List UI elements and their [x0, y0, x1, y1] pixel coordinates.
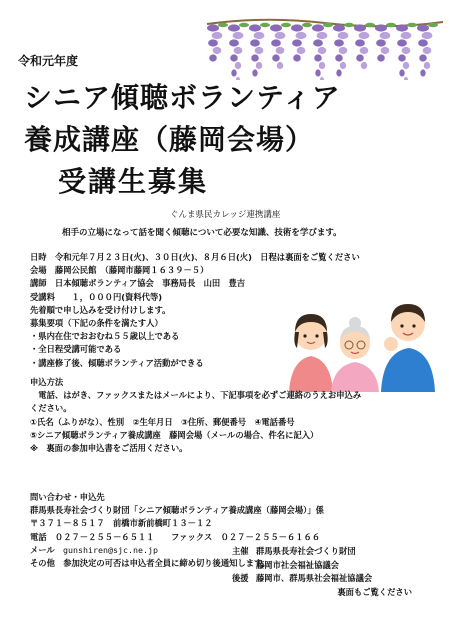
detail-line: 会場 藤岡公民館 （藤岡市藤岡１６３９－５）: [30, 265, 209, 276]
detail-line: 先着順で申し込みを受け付けします。: [30, 304, 171, 315]
detail-line: 募集要項（下記の条件を満たす人）: [30, 317, 163, 328]
contact-phone-fax: 電話 ０２７－２５５－６５１１ ファックス ０２７－２５５－６１６６: [30, 531, 321, 542]
wisteria-illustration: [205, 18, 445, 80]
application-line: ①氏名（ふりがな）、性別 ②生年月日 ③住所、郵便番号 ④電話番号: [30, 416, 295, 427]
detail-line: 日時 令和元年７月２３日(火)、３０日(火)、８月６日(火) 日程は裏面をご覧ください: [30, 252, 360, 262]
detail-line: 受講料 １，０００円(資料代等): [30, 291, 163, 302]
application-line: ください。: [30, 403, 72, 414]
application-line: ※ 裏面の参加申込書をご活用ください。: [30, 442, 188, 453]
support-label: 後援: [232, 573, 249, 583]
page-title-line1: シニア傾聴ボランティア: [24, 81, 341, 114]
email-address: gunshiren@sjc.ne.jp: [63, 544, 158, 555]
supporter: 藤岡市、群馬県社会福祉協議会: [256, 573, 373, 583]
application-heading: 申込方法: [30, 377, 64, 387]
organizer-1: 群馬県長寿社会づくり財団: [256, 546, 356, 556]
organizers-block: [232, 545, 412, 599]
detail-line: ・講座修了後、傾聴ボランティア活動ができる: [30, 357, 204, 368]
email-label: メール: [30, 544, 64, 555]
application-line: 電話、はがき、ファックスまたはメールにより、下記事項を必ずご連絡のうえお申込み: [30, 390, 362, 401]
organizer-label: 主催: [232, 546, 249, 556]
lead-text: 相手の立場になって話を聞く傾聴について必要な知識、技術を学びます。: [62, 228, 342, 238]
detail-line: 講師 日本傾聴ボランティア協会 事務局長 山田 豊吉: [30, 278, 246, 289]
contact-other: その他 参加決定の可否は申込者全員に締め切り後通知します。: [30, 557, 270, 568]
contact-org: 群馬県長寿社会づくり財団「シニア傾聴ボランティア養成講座（藤岡会場）」係: [30, 505, 324, 516]
application-block: [30, 376, 361, 455]
page-title-line2: 養成講座（藤岡会場）: [24, 123, 315, 156]
contact-address: 〒３７１－８５１７ 前橋市新前橋町１３－１２: [30, 518, 213, 529]
contact-heading: 問い合わせ・申込先: [30, 492, 105, 502]
back-page-note: 裏面もご覧ください: [337, 586, 412, 597]
detail-line: ・全日程受講可能である: [30, 344, 122, 355]
detail-line: ・県内在住でおおむね５５歳以上である: [30, 331, 180, 342]
organizer-2: 藤岡市社会福祉協議会: [256, 559, 339, 570]
fiscal-year-label: 令和元年度: [18, 54, 79, 68]
application-line: ⑤シニア傾聴ボランティア養成講座 藤岡会場（メールの場合、件名に記入）: [30, 429, 319, 440]
subtitle: ぐんま県民カレッジ連携講座: [170, 210, 281, 220]
page-title-line3: 受講生募集: [58, 165, 209, 198]
